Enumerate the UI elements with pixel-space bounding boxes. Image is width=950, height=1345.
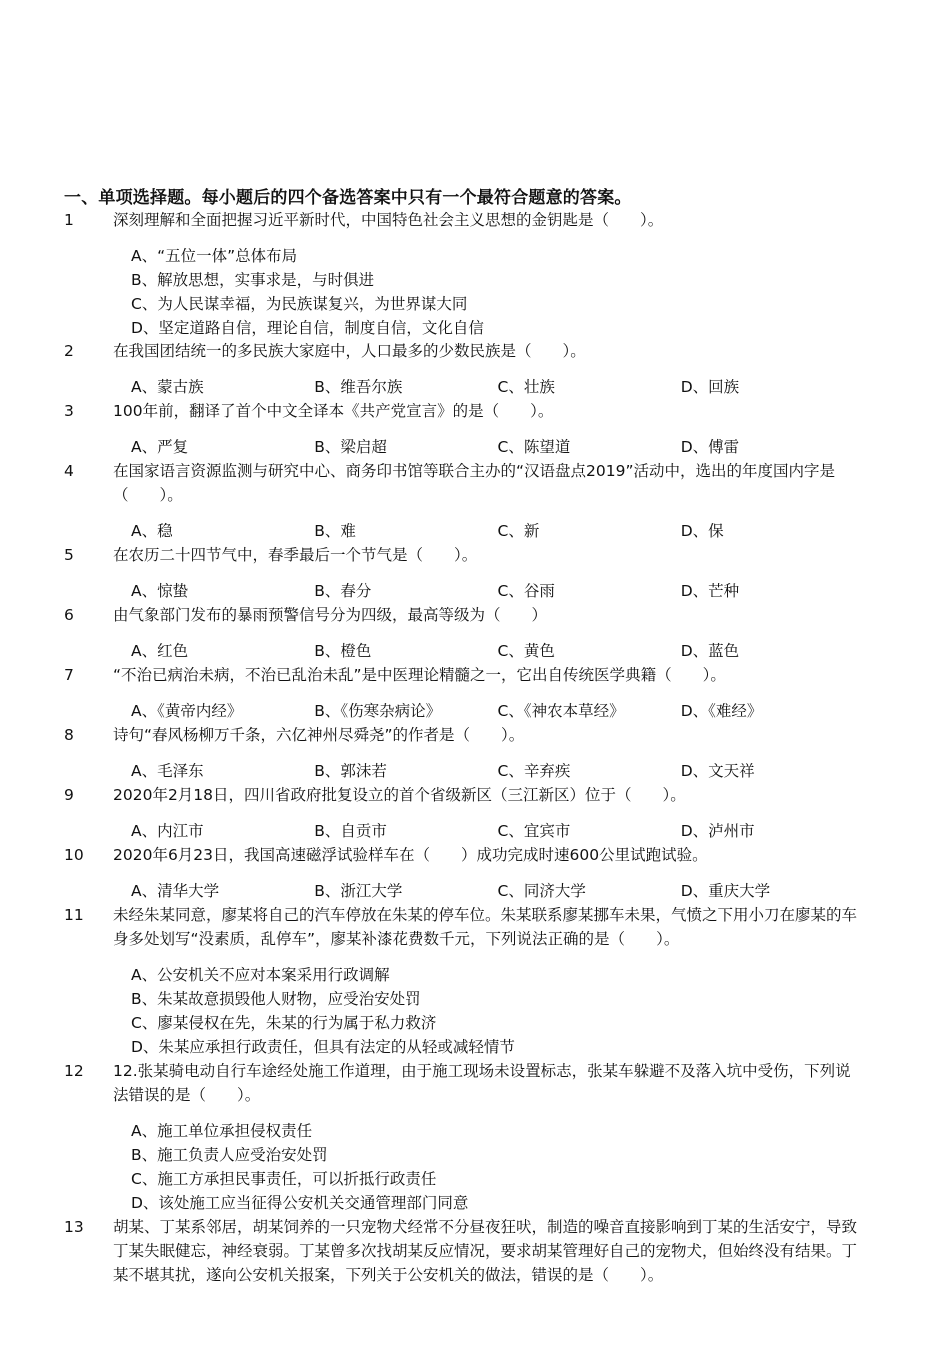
options-row [131,879,864,903]
question-11 [64,903,864,1059]
question-1 [64,208,864,340]
option-d: D、保 [680,522,724,540]
option-c: C、壮族 [497,378,555,396]
option-c: C、施工方承担民事责任，可以折抵行政责任 [131,1170,437,1188]
question-stem: 胡某、丁某系邻居，胡某饲养的一只宠物犬经常不分昼夜狂吠，制造的噪音直接影响到丁某的生活安宁，导致丁某失眠健忘，神经衰弱。丁某曾多次找胡某反应情况，要求胡某管理好自己的宠物犬，但始终没有结果。丁某不堪其扰，遂向公安机关报案，下列关于公安机关的做法，错误的是（ ）。 [113,1218,858,1284]
options-list [131,1119,864,1215]
option-b: B、施工负责人应受治安处罚 [131,1146,328,1164]
option-a: A、施工单位承担侵权责任 [131,1122,313,1140]
question-stem: 在农历二十四节气中，春季最后一个节气是（ ）。 [113,546,478,564]
options-row [131,579,864,603]
question-number: 11 [64,906,84,924]
option-d: D、坚定道路自信，理论自信，制度自信，文化自信 [131,319,484,337]
question-stem: 由气象部门发布的暴雨预警信号分为四级，最高等级为（ ） [113,606,548,624]
question-stem: 在国家语言资源监测与研究中心、商务印书馆等联合主办的“汉语盘点2019”活动中，选出的年度国内字是（ ）。 [113,462,836,504]
question-4 [64,459,864,543]
option-a: A、《黄帝内经》 [131,702,243,720]
question-stem: “不治已病治未病，不治已乱治未乱”是中医理论精髓之一，它出自传统医学典籍（ ）。 [113,666,726,684]
question-number: 13 [64,1218,84,1236]
option-c: C、新 [497,522,540,540]
option-b: B、郭沫若 [314,762,387,780]
option-a: A、内江市 [131,822,204,840]
question-number: 10 [64,846,84,864]
option-a: A、蒙古族 [131,378,204,396]
option-b: B、维吾尔族 [314,378,403,396]
option-c: C、《神农本草经》 [497,702,625,720]
option-a: A、严复 [131,438,189,456]
option-a: A、公安机关不应对本案采用行政调解 [131,966,390,984]
option-d: D、该处施工应当征得公安机关交通管理部门同意 [131,1194,469,1212]
question-number: 7 [64,666,74,684]
option-a: A、稳 [131,522,173,540]
option-d: D、朱某应承担行政责任，但具有法定的从轻或减轻情节 [131,1038,515,1056]
options-row [131,435,864,459]
option-d: D、回族 [680,378,740,396]
question-10 [64,843,864,903]
question-number: 2 [64,342,74,360]
option-b: B、橙色 [314,642,372,660]
option-b: B、《伤寒杂病论》 [314,702,442,720]
option-a: A、清华大学 [131,882,220,900]
option-c: C、黄色 [497,642,555,660]
question-stem: 2020年6月23日，我国高速磁浮试验样车在（ ）成功完成时速600公里试跑试验。 [113,846,708,864]
question-number: 8 [64,726,74,744]
question-5 [64,543,864,603]
question-2 [64,339,864,399]
option-c: C、同济大学 [497,882,586,900]
question-9 [64,783,864,843]
option-c: C、谷雨 [497,582,555,600]
option-b: B、浙江大学 [314,882,403,900]
question-8 [64,723,864,783]
question-stem: 在我国团结统一的多民族大家庭中，人口最多的少数民族是（ ）。 [113,342,586,360]
question-stem: 12.张某骑电动自行车途经处施工作道理，由于施工现场未设置标志，张某车躲避不及落入坑中受伤，下列说法错误的是（ ）。 [113,1062,851,1104]
option-d: D、重庆大学 [680,882,771,900]
question-6 [64,603,864,663]
question-stem: 未经朱某同意，廖某将自己的汽车停放在朱某的停车位。朱某联系廖某挪车未果，气愤之下用小刀在廖某的车身多处划写“没素质，乱停车”，廖某补漆花费数千元，下列说法正确的是（ ）。 [113,906,858,948]
question-3 [64,399,864,459]
question-number: 1 [64,211,74,229]
question-number: 12 [64,1062,84,1080]
options-row [131,759,864,783]
option-d: D、《难经》 [680,702,763,720]
options-row [131,819,864,843]
options-list [131,963,864,1059]
option-a: A、“五位一体”总体布局 [131,247,298,265]
option-b: B、春分 [314,582,372,600]
options-row [131,639,864,663]
option-a: A、红色 [131,642,189,660]
option-c: C、陈望道 [497,438,571,456]
options-row [131,375,864,399]
option-d: D、蓝色 [680,642,740,660]
option-b: B、自贡市 [314,822,387,840]
option-d: D、傅雷 [680,438,740,456]
question-number: 3 [64,402,74,420]
option-c: C、廖某侵权在先，朱某的行为属于私力救济 [131,1014,437,1032]
option-b: B、梁启超 [314,438,387,456]
question-12 [64,1059,864,1215]
question-stem: 诗句“春风杨柳万千条，六亿神州尽舜尧”的作者是（ ）。 [113,726,525,744]
question-13 [64,1215,864,1287]
section-title: 一、单项选择题。每小题后的四个备选答案中只有一个最符合题意的答案。 [64,188,632,208]
options-row [131,519,864,543]
question-stem: 100年前，翻译了首个中文全译本《共产党宣言》的是（ ）。 [113,402,554,420]
question-number: 9 [64,786,74,804]
option-c: C、为人民谋幸福，为民族谋复兴，为世界谋大同 [131,295,468,313]
option-d: D、芒种 [680,582,740,600]
question-stem: 2020年2月18日，四川省政府批复设立的首个省级新区（三江新区）位于（ ）。 [113,786,686,804]
question-number: 6 [64,606,74,624]
question-number: 5 [64,546,74,564]
options-row [131,699,864,723]
option-b: B、朱某故意损毁他人财物，应受治安处罚 [131,990,421,1008]
question-stem: 深刻理解和全面把握习近平新时代，中国特色社会主义思想的金钥匙是（ ）。 [113,211,664,229]
question-number: 4 [64,462,74,480]
option-d: D、文天祥 [680,762,755,780]
option-a: A、毛泽东 [131,762,204,780]
option-c: C、宜宾市 [497,822,571,840]
option-d: D、泸州市 [680,822,755,840]
options-list [131,244,864,340]
option-a: A、惊蛰 [131,582,189,600]
option-b: B、解放思想，实事求是，与时俱进 [131,271,375,289]
option-b: B、难 [314,522,356,540]
option-c: C、辛弃疾 [497,762,571,780]
question-7 [64,663,864,723]
